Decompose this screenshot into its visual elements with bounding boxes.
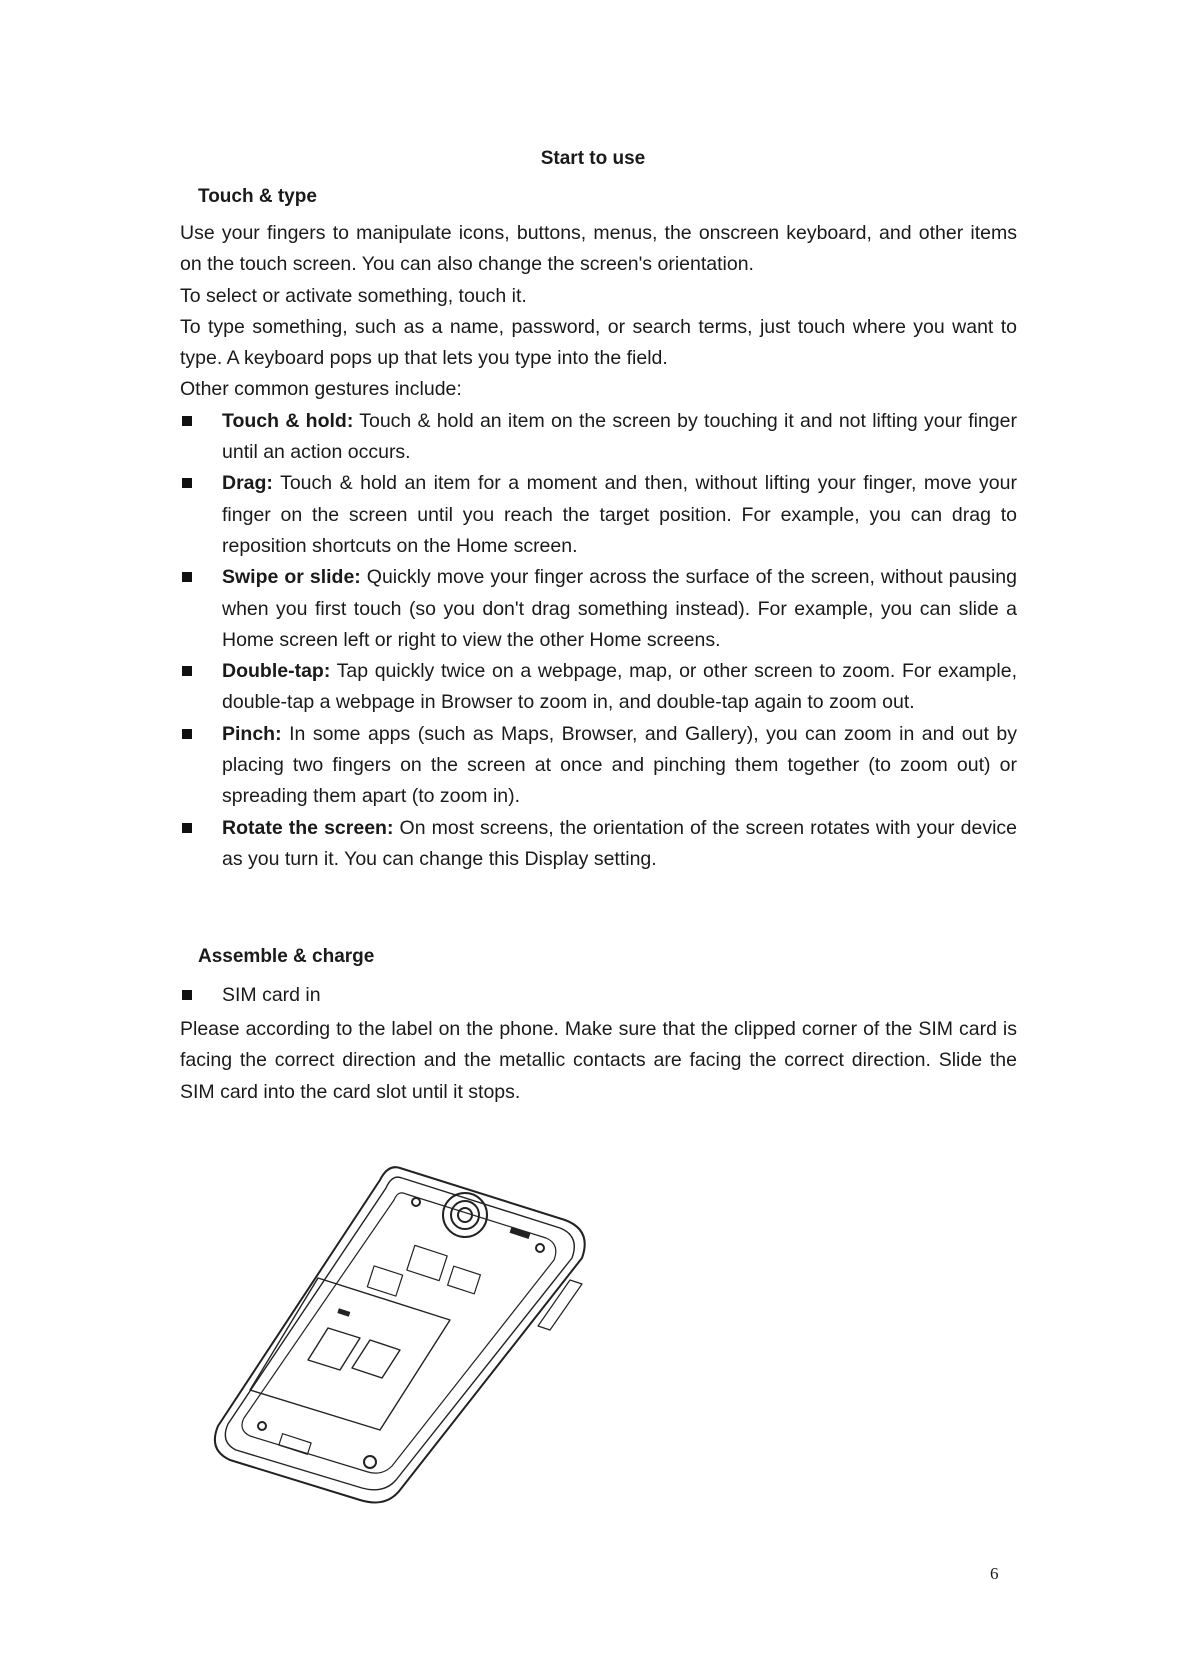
gesture-term: Swipe or slide: <box>222 566 361 589</box>
paragraph: To type something, such as a name, password, or search terms, just touch where you want to type. A keyboard pops up that lets you type into the field. <box>180 315 1017 370</box>
phone-back-illustration <box>210 1160 630 1510</box>
gesture-item-touch-hold <box>180 406 1017 469</box>
gesture-term: Rotate the screen: <box>222 816 394 839</box>
touch-type-body <box>180 218 1017 875</box>
gesture-item-drag <box>180 468 1017 562</box>
paragraph: To select or activate something, touch it. <box>180 284 527 307</box>
bullet-square-icon <box>182 478 192 488</box>
bullet-square-icon <box>182 729 192 739</box>
gesture-term: Double-tap: <box>222 660 331 683</box>
bullet-square-icon <box>182 990 192 1000</box>
section-heading-touch-type: Touch & type <box>198 186 317 207</box>
paragraph: Other common gestures include: <box>180 378 462 401</box>
page-title: Start to use <box>540 148 646 169</box>
gesture-text: Touch & hold an item for a moment and then, without lifting your finger, move your finger on the screen until you reach the target position. For example, you can drag to reposition shortcuts on the Home screen. <box>222 472 1017 557</box>
sim-card-label: SIM card in <box>222 984 321 1006</box>
sim-card-bullet <box>180 984 321 1007</box>
gesture-text: Tap quickly twice on a webpage, map, or other screen to zoom. For example, double-tap a webpage in Browser to zoom in, and double-tap again to zoom out. <box>222 660 1017 714</box>
gesture-text: Touch & hold an item on the screen by touching it and not lifting your finger until an action occurs. <box>222 409 1017 464</box>
gesture-term: Drag: <box>222 472 273 495</box>
gesture-item-pinch <box>180 719 1017 813</box>
bullet-square-icon <box>182 823 192 833</box>
gesture-text: In some apps (such as Maps, Browser, and Gallery), you can zoom in and out by placing two fingers on the screen at once and pinching them together (to zoom out) or spreading them apart (to zoom in). <box>222 722 1017 808</box>
bullet-square-icon <box>182 666 192 676</box>
gesture-term: Touch & hold: <box>222 409 354 432</box>
section-heading-assemble-charge: Assemble & charge <box>198 946 375 967</box>
paragraph: Use your fingers to manipulate icons, buttons, menus, the onscreen keyboard, and other items on the touch screen. You can also change the screen's orientation. <box>180 222 1017 276</box>
paragraph: Please according to the label on the phone. Make sure that the clipped corner of the SIM card is facing the correct direction and the metallic contacts are facing the correct direction. Slide the SIM card into the card slot until it stops. <box>180 1018 1017 1103</box>
gesture-item-double-tap <box>180 656 1017 719</box>
gesture-item-rotate <box>180 813 1017 876</box>
gesture-text: Quickly move your finger across the surface of the screen, without pausing when you first touch (so you don't drag something instead). For example, you can slide a Home screen left or right to view the other Home screens. <box>222 566 1017 651</box>
gesture-term: Pinch: <box>222 722 282 745</box>
assemble-body <box>180 1014 1017 1108</box>
gesture-text: On most screens, the orientation of the screen rotates with your device as you turn it. You can change this Display setting. <box>222 816 1017 870</box>
bullet-square-icon <box>182 416 192 426</box>
page-number: 6 <box>990 1564 999 1583</box>
gesture-item-swipe <box>180 562 1017 656</box>
bullet-square-icon <box>182 572 192 582</box>
